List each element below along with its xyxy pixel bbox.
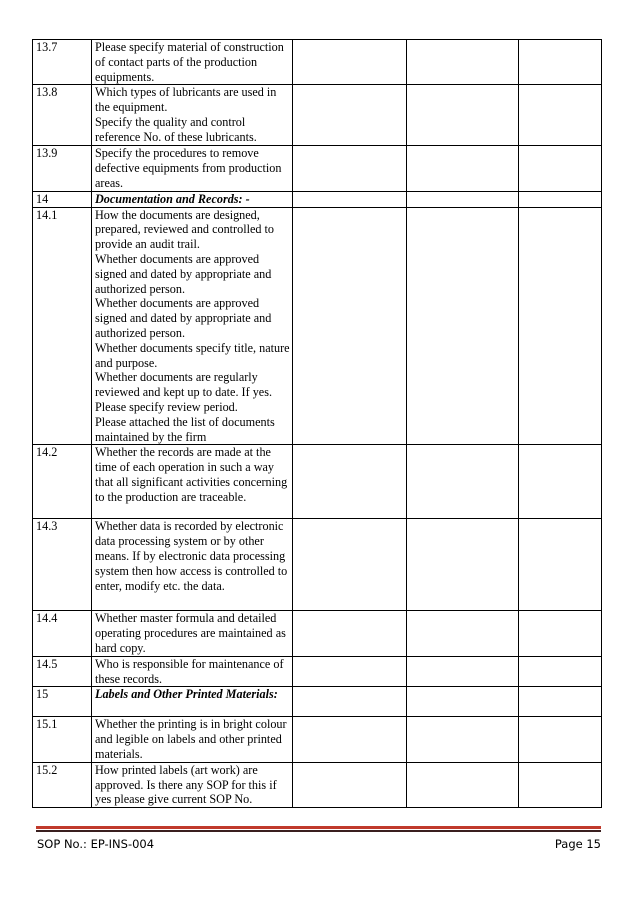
section-number: 14 [33,191,92,207]
extra-cell [519,191,602,207]
item-question: Whether the printing is in bright colour and legible on labels and other printed materials. [92,717,293,762]
answer-cell [293,191,407,207]
extra-cell [519,445,602,519]
item-question-part: How the documents are designed, prepared, reviewed and controlled to provide an audit trail. Whether documents are approved signed and dated by appropriate and authorized person. Whether documents are approved signed and dated by appropriate and authorized person. Whether documents specify title, nature and purpose. Whether documents are regularly reviewed and kept up to date. If yes. Please specify review period. Please attached the list of documents maintained by the firm [95,207,290,444]
remarks-cell [407,146,519,191]
item-question: Who is responsible for maintenance of these records. [92,656,293,687]
item-question: Whether master formula and detailed operating procedures are maintained as hard copy. [92,611,293,656]
item-question: Whether the records are made at the time of each operation in such a way that all significant activities concerning to the production are traceable. [92,445,293,519]
answer-cell [293,611,407,656]
table-row [33,519,602,611]
table-row [33,146,602,191]
answer-cell [293,717,407,762]
item-question-part: Which types of lubricants are used in the equipment. Specify the quality and control reference No. of these lubricants. [95,85,277,144]
item-number: 14.4 [33,611,92,656]
table-row [33,445,602,519]
extra-cell [519,611,602,656]
remarks-cell [407,762,519,807]
item-question: Please specify material of construction of contact parts of the production equipments. [92,40,293,85]
section-title: Documentation and Records: - [92,191,293,207]
extra-cell [519,717,602,762]
answer-cell [293,762,407,807]
answer-cell [293,656,407,687]
footer-sop-number: SOP No.: EP-INS-004 [37,837,155,851]
footer-page-number: Page 15 [554,837,601,851]
remarks-cell [407,687,519,717]
item-question [92,207,293,445]
item-number: 14.2 [33,445,92,519]
item-question: Specify the procedures to remove defective equipments from production areas. [92,146,293,191]
extra-cell [519,85,602,146]
section-title: Labels and Other Printed Materials: [92,687,293,717]
answer-cell [293,445,407,519]
item-number: 13.9 [33,146,92,191]
item-question: How printed labels (art work) are approved. Is there any SOP for this if yes please give current SOP No. [92,762,293,807]
extra-cell [519,40,602,85]
section-number: 15 [33,687,92,717]
extra-cell [519,207,602,445]
table-row [33,611,602,656]
extra-cell [519,762,602,807]
remarks-cell [407,717,519,762]
remarks-cell [407,519,519,611]
item-number: 14.3 [33,519,92,611]
answer-cell [293,687,407,717]
remarks-cell [407,656,519,687]
footer-rule-red [36,826,601,829]
extra-cell [519,687,602,717]
section-heading-row [33,191,602,207]
remarks-cell [407,85,519,146]
remarks-cell [407,40,519,85]
answer-cell [293,40,407,85]
item-question: Whether data is recorded by electronic data processing system or by other means. If by electronic data processing system then how access is controlled to enter, modify etc. the data. [92,519,293,611]
item-number: 13.8 [33,85,92,146]
checklist-body [33,40,602,808]
checklist-table [32,39,602,808]
answer-cell [293,85,407,146]
item-number: 15.1 [33,717,92,762]
extra-cell [519,146,602,191]
table-row [33,762,602,807]
remarks-cell [407,445,519,519]
remarks-cell [407,207,519,445]
table-row [33,207,602,445]
extra-cell [519,656,602,687]
table-row [33,40,602,85]
table-row [33,85,602,146]
answer-cell [293,207,407,445]
footer-rule-dark [36,830,601,832]
extra-cell [519,519,602,611]
item-number: 15.2 [33,762,92,807]
remarks-cell [407,191,519,207]
table-row [33,656,602,687]
section-heading-row [33,687,602,717]
item-number: 13.7 [33,40,92,85]
item-number: 14.1 [33,207,92,445]
table-row [33,717,602,762]
item-question [92,85,293,146]
remarks-cell [407,611,519,656]
answer-cell [293,146,407,191]
item-number: 14.5 [33,656,92,687]
answer-cell [293,519,407,611]
